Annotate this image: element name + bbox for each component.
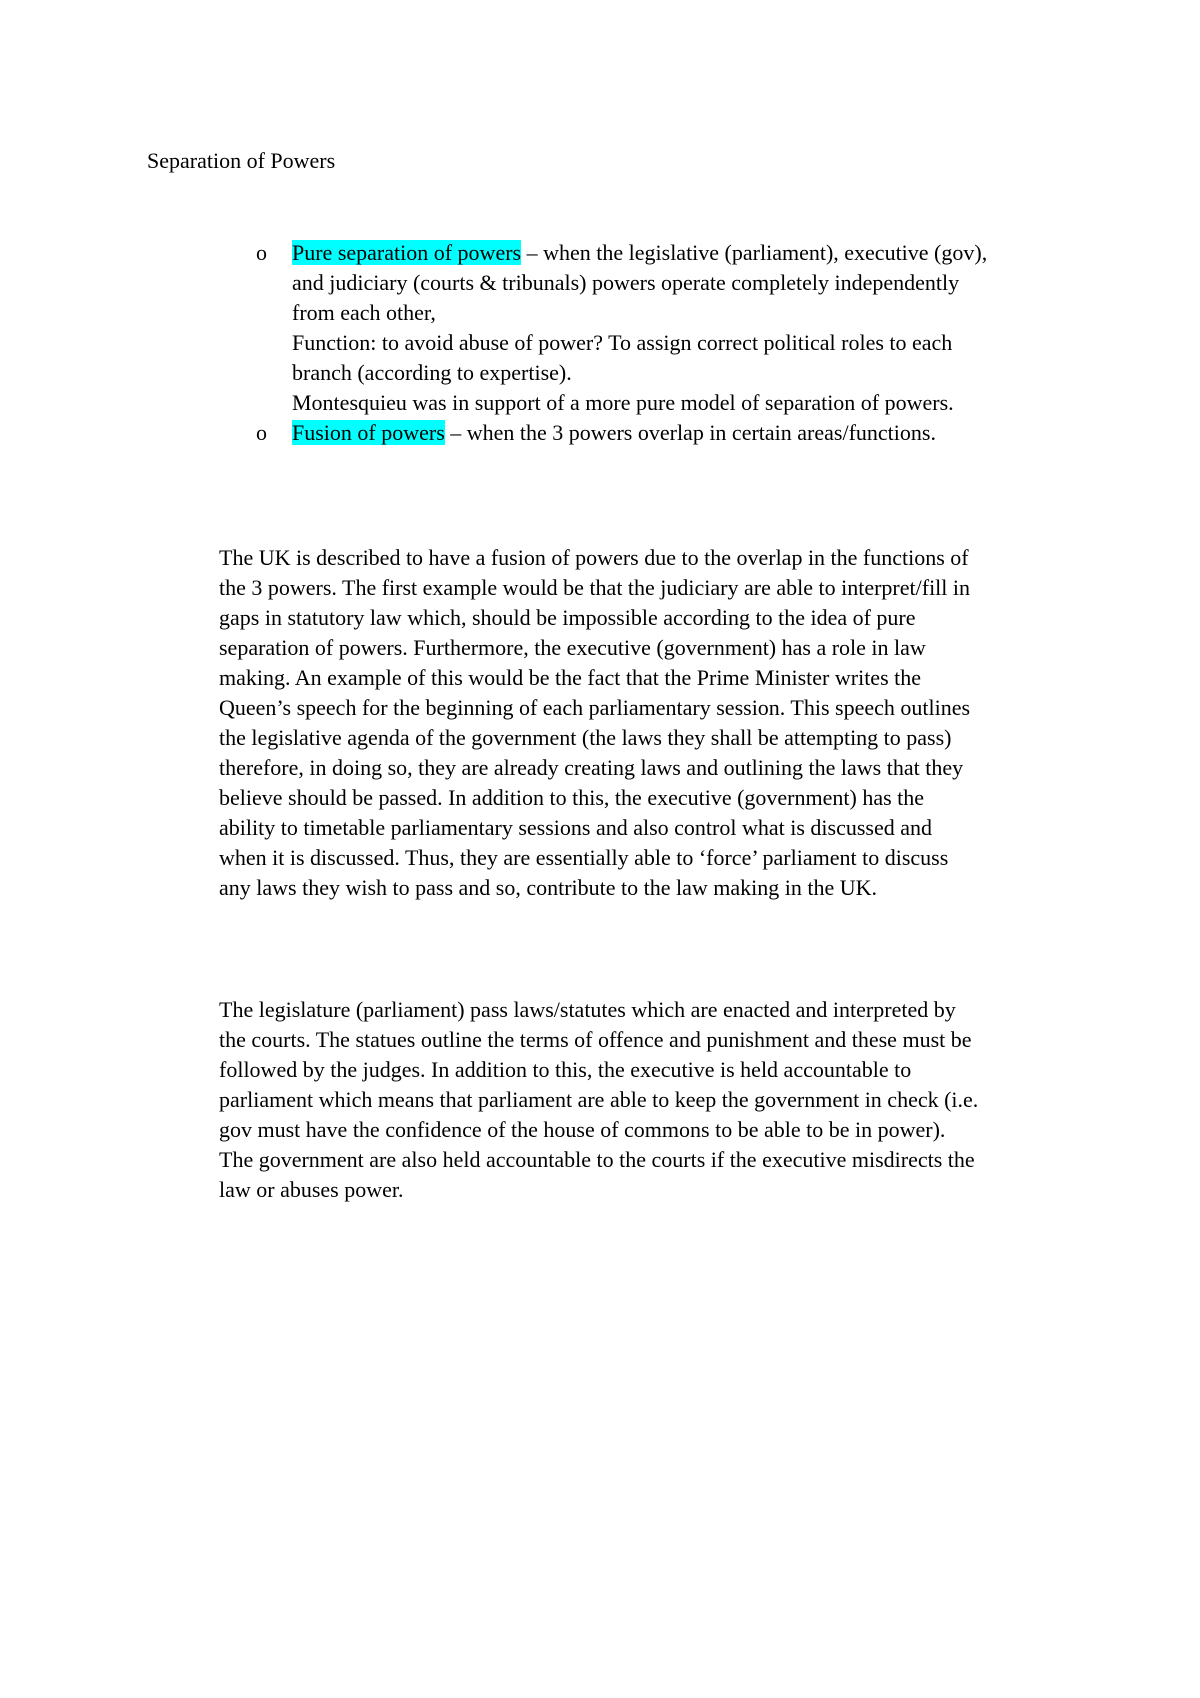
function-text: Function: to avoid abuse of power? To assign correct political roles to each xyxy=(292,330,953,355)
body-paragraph-uk-fusion xyxy=(219,543,1079,903)
paragraph-line: when it is discussed. Thus, they are essentially able to ‘force’ parliament to discuss xyxy=(219,845,949,870)
paragraph-line: The legislature (parliament) pass laws/statutes which are enacted and interpreted by xyxy=(219,997,956,1022)
paragraph-line: making. An example of this would be the fact that the Prime Minister writes the xyxy=(219,665,922,690)
bullet-marker-icon: o xyxy=(256,420,267,445)
definition-text: from each other, xyxy=(292,300,436,325)
paragraph-line: followed by the judges. In addition to this, the executive is held accountable to xyxy=(219,1057,912,1082)
highlighted-term: Fusion of powers xyxy=(292,420,445,445)
list-item-pure-separation xyxy=(256,238,1076,418)
paragraph-line: the courts. The statues outline the terms of offence and punishment and these must be xyxy=(219,1027,972,1052)
paragraph-line: parliament which means that parliament are able to keep the government in check (i.e. xyxy=(219,1087,979,1112)
paragraph-line: the legislative agenda of the government (the laws they shall be attempting to pass) xyxy=(219,725,952,750)
paragraph-line: The UK is described to have a fusion of powers due to the overlap in the functions of xyxy=(219,545,969,570)
body-paragraph-legislature xyxy=(219,995,1079,1205)
paragraph-line: therefore, in doing so, they are already creating laws and outlining the laws that they xyxy=(219,755,964,780)
bullet-first-line xyxy=(292,238,1076,268)
bullet-marker-icon: o xyxy=(256,240,267,265)
definition-list xyxy=(256,238,1076,448)
paragraph-line: separation of powers. Furthermore, the executive (government) has a role in law xyxy=(219,635,926,660)
paragraph-line: gov must have the confidence of the house of commons to be able to be in power). xyxy=(219,1117,946,1142)
highlighted-term: Pure separation of powers xyxy=(292,240,522,265)
definition-text: and judiciary (courts & tribunals) powers operate completely independently xyxy=(292,270,960,295)
paragraph-line: law or abuses power. xyxy=(219,1177,404,1202)
definition-text: – when the 3 powers overlap in certain areas/functions. xyxy=(444,420,936,445)
function-text: branch (according to expertise). xyxy=(292,360,572,385)
paragraph-line: believe should be passed. In addition to this, the executive (government) has the xyxy=(219,785,925,810)
document-title: Separation of Powers xyxy=(147,148,336,173)
paragraph-line: Queen’s speech for the beginning of each parliamentary session. This speech outlines xyxy=(219,695,971,720)
bullet-first-line xyxy=(292,418,1076,448)
paragraph-line: any laws they wish to pass and so, contribute to the law making in the UK. xyxy=(219,875,878,900)
paragraph-line: ability to timetable parliamentary sessions and also control what is discussed and xyxy=(219,815,933,840)
definition-text: – when the legislative (parliament), executive (gov), xyxy=(521,240,988,265)
paragraph-line: The government are also held accountable to the courts if the executive misdirects the xyxy=(219,1147,975,1172)
list-item-fusion xyxy=(256,418,1076,448)
paragraph-line: the 3 powers. The first example would be that the judiciary are able to interpret/fill in xyxy=(219,575,971,600)
montesquieu-text: Montesquieu was in support of a more pure model of separation of powers. xyxy=(292,390,954,415)
paragraph-line: gaps in statutory law which, should be impossible according to the idea of pure xyxy=(219,605,916,630)
